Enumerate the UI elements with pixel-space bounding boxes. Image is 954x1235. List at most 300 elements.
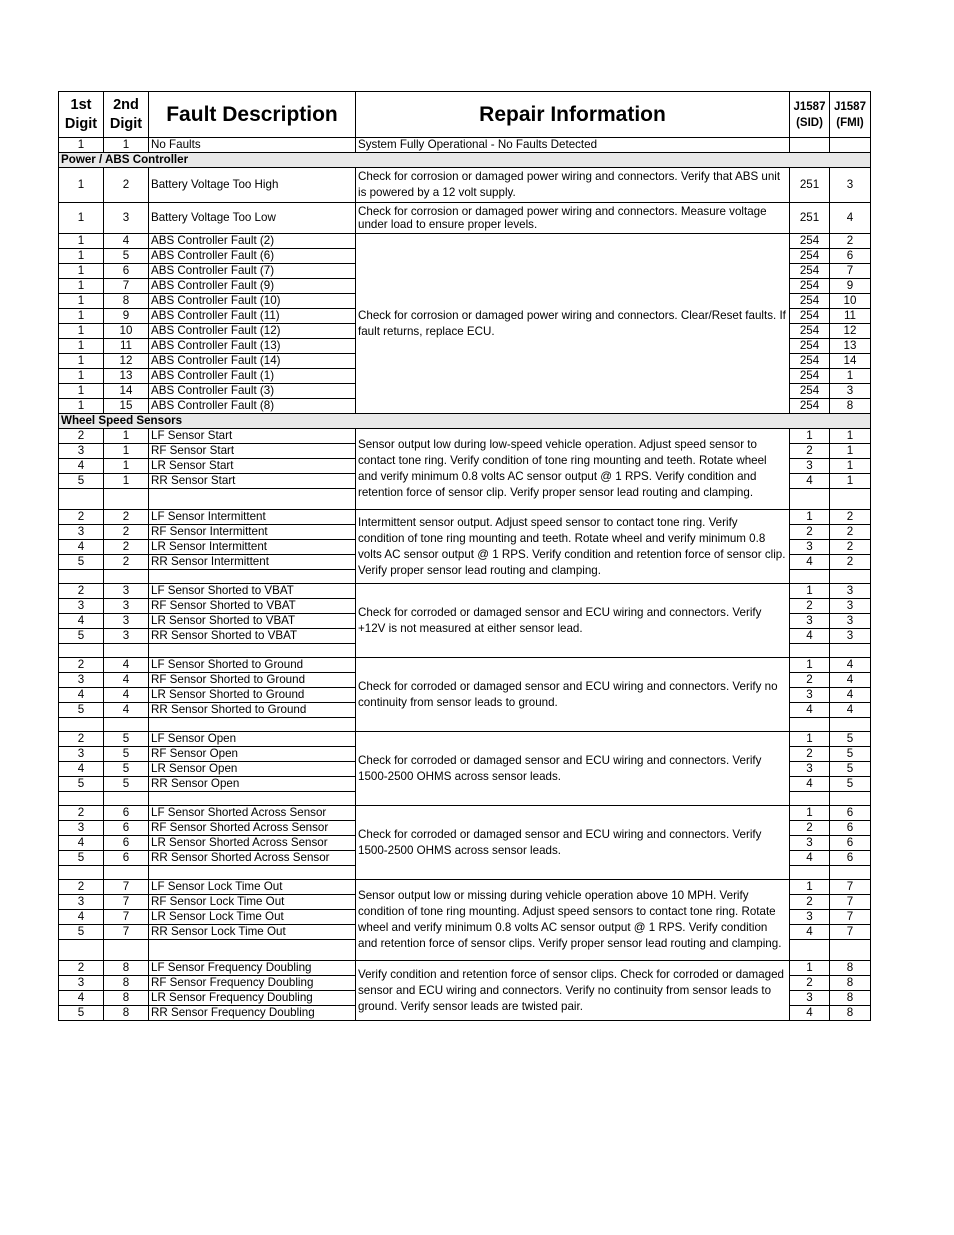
header-fault-description: Fault Description: [149, 92, 356, 138]
fault-description: RR Sensor Shorted Across Sensor: [149, 851, 356, 866]
fault-description: LR Sensor Intermittent: [149, 540, 356, 555]
fault-description: ABS Controller Fault (7): [149, 264, 356, 279]
sid-cell: 2: [790, 976, 830, 991]
second-digit: 5: [104, 747, 149, 762]
fmi-cell: 2: [830, 510, 871, 525]
repair-information: Verify condition and retention force of sensor clips. Check for corroded or damaged sensor and ECU wiring and connectors. Verify no continuity from sensor leads to ground. Verify sensor leads are twisted pair.: [356, 961, 790, 1021]
sid-cell: 4: [790, 777, 830, 792]
fault-description: LF Sensor Open: [149, 732, 356, 747]
fmi-cell: 1: [830, 429, 871, 444]
fmi-cell: 2: [830, 234, 871, 249]
first-digit: 1: [59, 279, 104, 294]
fmi-cell: 6: [830, 249, 871, 264]
section-title-wheel: Wheel Speed Sensors: [59, 414, 871, 429]
second-digit: 6: [104, 851, 149, 866]
second-digit: 3: [104, 599, 149, 614]
first-digit: 2: [59, 658, 104, 673]
sid-cell: 1: [790, 806, 830, 821]
first-digit: 1: [59, 339, 104, 354]
fmi-cell: 3: [830, 629, 871, 644]
second-digit: 2: [104, 510, 149, 525]
fmi-cell: 12: [830, 324, 871, 339]
repair-information: Intermittent sensor output. Adjust speed sensor to contact tone ring. Verify condition of tone ring mounting and teeth. Rotate wheel and verify minimum 0.8 volts AC sensor output @ 1 RPS. Verify condition and retention force of sensor clip. Verify proper sensor lead routing and clamping.: [356, 510, 790, 584]
fmi-cell: 2: [830, 525, 871, 540]
second-digit: 3: [104, 203, 149, 234]
sensor-fault-row: [59, 658, 871, 673]
spacer-cell: [790, 644, 830, 658]
fmi-cell: 7: [830, 880, 871, 895]
fault-description: ABS Controller Fault (12): [149, 324, 356, 339]
fmi-cell: 13: [830, 339, 871, 354]
fmi-cell: 8: [830, 961, 871, 976]
sid-cell: 3: [790, 991, 830, 1006]
spacer-cell: [790, 866, 830, 880]
first-digit: 4: [59, 688, 104, 703]
repair-information: Check for corrosion or damaged power wiring and connectors. Clear/Reset faults. If fault returns, replace ECU.: [356, 234, 790, 414]
spacer-cell: [830, 940, 871, 961]
fault-description: RR Sensor Shorted to Ground: [149, 703, 356, 718]
fmi-cell: 3: [830, 614, 871, 629]
sid-cell: 254: [790, 324, 830, 339]
fault-description: ABS Controller Fault (2): [149, 234, 356, 249]
second-digit: 6: [104, 264, 149, 279]
fmi-cell: 1: [830, 444, 871, 459]
fault-description: Battery Voltage Too Low: [149, 203, 356, 234]
sid-cell: 4: [790, 925, 830, 940]
fault-description: LF Sensor Lock Time Out: [149, 880, 356, 895]
repair-information: Check for corrosion or damaged power wiring and connectors. Verify that ABS unit is powered by a 12 volt supply.: [356, 168, 790, 203]
sid-cell: 3: [790, 540, 830, 555]
fmi-cell: 3: [830, 599, 871, 614]
sid-cell: [790, 138, 830, 153]
second-digit: 3: [104, 629, 149, 644]
spacer-cell: [59, 489, 104, 510]
first-digit: 1: [59, 249, 104, 264]
second-digit: 2: [104, 555, 149, 570]
sid-cell: 1: [790, 880, 830, 895]
fault-description: LF Sensor Start: [149, 429, 356, 444]
second-digit: 9: [104, 309, 149, 324]
sid-cell: 254: [790, 279, 830, 294]
spacer-cell: [149, 866, 356, 880]
first-digit: 1: [59, 309, 104, 324]
first-digit: 1: [59, 168, 104, 203]
first-digit: 3: [59, 444, 104, 459]
sensor-fault-row: [59, 584, 871, 599]
sid-cell: 2: [790, 747, 830, 762]
sid-cell: 2: [790, 525, 830, 540]
first-digit: 1: [59, 138, 104, 153]
fault-description: Battery Voltage Too High: [149, 168, 356, 203]
fmi-cell: 7: [830, 895, 871, 910]
section-row-power: [59, 153, 871, 168]
spacer-cell: [59, 866, 104, 880]
spacer-cell: [104, 866, 149, 880]
repair-information: Check for corroded or damaged sensor and ECU wiring and connectors. Verify 1500-2500 OHMS across sensor leads.: [356, 806, 790, 880]
first-digit: 5: [59, 703, 104, 718]
fmi-cell: 4: [830, 703, 871, 718]
spacer-cell: [149, 489, 356, 510]
sid-cell: 3: [790, 910, 830, 925]
sid-cell: 3: [790, 614, 830, 629]
first-digit: 5: [59, 851, 104, 866]
sid-cell: 254: [790, 369, 830, 384]
sid-cell: 1: [790, 658, 830, 673]
spacer-cell: [830, 489, 871, 510]
sid-cell: 254: [790, 264, 830, 279]
header-1st-digit: 1st Digit: [59, 92, 104, 138]
repair-information: Check for corrosion or damaged power wiring and connectors. Measure voltage under load to ensure proper levels.: [356, 203, 790, 234]
sid-cell: 3: [790, 836, 830, 851]
header-row: [59, 92, 871, 138]
sid-cell: 1: [790, 732, 830, 747]
sid-cell: 251: [790, 203, 830, 234]
spacer-cell: [830, 718, 871, 732]
second-digit: 2: [104, 540, 149, 555]
fault-description: RR Sensor Intermittent: [149, 555, 356, 570]
fault-description: ABS Controller Fault (11): [149, 309, 356, 324]
fault-description: ABS Controller Fault (9): [149, 279, 356, 294]
fault-description: RF Sensor Frequency Doubling: [149, 976, 356, 991]
spacer-cell: [830, 792, 871, 806]
spacer-cell: [830, 570, 871, 584]
sid-cell: 4: [790, 703, 830, 718]
first-digit: 5: [59, 777, 104, 792]
spacer-cell: [149, 644, 356, 658]
sid-cell: 1: [790, 429, 830, 444]
spacer-cell: [59, 718, 104, 732]
fmi-cell: 5: [830, 777, 871, 792]
repair-information: Check for corroded or damaged sensor and ECU wiring and connectors. Verify no continuity from sensor leads to ground.: [356, 658, 790, 732]
sensor-fault-row: [59, 429, 871, 444]
second-digit: 8: [104, 294, 149, 309]
first-digit: 4: [59, 762, 104, 777]
sid-cell: 4: [790, 474, 830, 489]
first-digit: 3: [59, 599, 104, 614]
second-digit: 8: [104, 976, 149, 991]
fault-description: LR Sensor Shorted Across Sensor: [149, 836, 356, 851]
fault-description: LF Sensor Frequency Doubling: [149, 961, 356, 976]
fmi-cell: 1: [830, 474, 871, 489]
fmi-cell: 6: [830, 851, 871, 866]
section-title-power: Power / ABS Controller: [59, 153, 871, 168]
first-digit: 1: [59, 264, 104, 279]
fmi-cell: 5: [830, 732, 871, 747]
header-2nd-digit: 2nd Digit: [104, 92, 149, 138]
fmi-cell: 3: [830, 168, 871, 203]
second-digit: 12: [104, 354, 149, 369]
sensor-fault-row: [59, 732, 871, 747]
fault-description: LR Sensor Frequency Doubling: [149, 991, 356, 1006]
first-digit: 4: [59, 459, 104, 474]
first-digit: 3: [59, 895, 104, 910]
spacer-cell: [59, 792, 104, 806]
fmi-cell: 2: [830, 555, 871, 570]
second-digit: 8: [104, 961, 149, 976]
second-digit: 8: [104, 1006, 149, 1021]
fmi-cell: 8: [830, 1006, 871, 1021]
fault-description: ABS Controller Fault (1): [149, 369, 356, 384]
repair-information: Check for corroded or damaged sensor and ECU wiring and connectors. Verify +12V is not measured at either sensor lead.: [356, 584, 790, 658]
first-digit: 5: [59, 629, 104, 644]
fault-description: RF Sensor Intermittent: [149, 525, 356, 540]
fmi-cell: 8: [830, 991, 871, 1006]
fmi-cell: 6: [830, 836, 871, 851]
fmi-cell: 8: [830, 976, 871, 991]
first-digit: 4: [59, 614, 104, 629]
battery-row: [59, 168, 871, 203]
fmi-cell: 7: [830, 925, 871, 940]
fmi-cell: 5: [830, 747, 871, 762]
first-digit: 1: [59, 234, 104, 249]
fmi-cell: 9: [830, 279, 871, 294]
fmi-cell: 14: [830, 354, 871, 369]
fmi-cell: 4: [830, 658, 871, 673]
sensor-fault-row: [59, 806, 871, 821]
spacer-cell: [149, 792, 356, 806]
fault-code-table: [58, 91, 871, 1021]
second-digit: 1: [104, 444, 149, 459]
fault-code-table-container: [58, 91, 870, 1021]
second-digit: 4: [104, 234, 149, 249]
second-digit: 1: [104, 138, 149, 153]
first-digit: 2: [59, 732, 104, 747]
fault-description: RF Sensor Shorted Across Sensor: [149, 821, 356, 836]
fault-description: LR Sensor Lock Time Out: [149, 910, 356, 925]
spacer-cell: [830, 644, 871, 658]
sid-cell: 2: [790, 673, 830, 688]
second-digit: 7: [104, 895, 149, 910]
sid-cell: 2: [790, 895, 830, 910]
spacer-cell: [149, 940, 356, 961]
fault-description: RF Sensor Shorted to Ground: [149, 673, 356, 688]
spacer-cell: [149, 718, 356, 732]
fault-description: LR Sensor Shorted to VBAT: [149, 614, 356, 629]
fault-description: ABS Controller Fault (3): [149, 384, 356, 399]
fmi-cell: 1: [830, 369, 871, 384]
header-repair-information: Repair Information: [356, 92, 790, 138]
first-digit: 5: [59, 925, 104, 940]
fault-description: No Faults: [149, 138, 356, 153]
spacer-cell: [104, 570, 149, 584]
spacer-cell: [830, 866, 871, 880]
fault-description: RF Sensor Open: [149, 747, 356, 762]
sid-cell: 1: [790, 510, 830, 525]
spacer-cell: [790, 570, 830, 584]
sid-cell: 3: [790, 459, 830, 474]
second-digit: 4: [104, 703, 149, 718]
first-digit: 4: [59, 540, 104, 555]
fmi-cell: 7: [830, 910, 871, 925]
sid-cell: 254: [790, 249, 830, 264]
fmi-cell: 6: [830, 806, 871, 821]
fault-description: LF Sensor Shorted to Ground: [149, 658, 356, 673]
first-digit: 1: [59, 324, 104, 339]
second-digit: 2: [104, 168, 149, 203]
second-digit: 2: [104, 525, 149, 540]
sid-cell: 254: [790, 234, 830, 249]
first-digit: 4: [59, 910, 104, 925]
repair-information: System Fully Operational - No Faults Detected: [356, 138, 790, 153]
second-digit: 4: [104, 688, 149, 703]
controller-fault-row: [59, 234, 871, 249]
no-faults-row: [59, 138, 871, 153]
second-digit: 5: [104, 762, 149, 777]
sensor-fault-row: [59, 510, 871, 525]
sid-cell: 2: [790, 444, 830, 459]
fmi-cell: [830, 138, 871, 153]
header-j1587-fmi: J1587 (FMI): [830, 92, 871, 138]
fault-description: LF Sensor Shorted Across Sensor: [149, 806, 356, 821]
fault-description: ABS Controller Fault (10): [149, 294, 356, 309]
second-digit: 6: [104, 836, 149, 851]
spacer-cell: [149, 570, 356, 584]
sid-cell: 254: [790, 309, 830, 324]
fmi-cell: 2: [830, 540, 871, 555]
sid-cell: 254: [790, 399, 830, 414]
spacer-cell: [104, 489, 149, 510]
first-digit: 1: [59, 294, 104, 309]
second-digit: 1: [104, 474, 149, 489]
fmi-cell: 8: [830, 399, 871, 414]
second-digit: 6: [104, 821, 149, 836]
first-digit: 1: [59, 399, 104, 414]
fmi-cell: 3: [830, 584, 871, 599]
first-digit: 2: [59, 429, 104, 444]
spacer-cell: [790, 940, 830, 961]
sid-cell: 4: [790, 1006, 830, 1021]
sid-cell: 254: [790, 384, 830, 399]
sid-cell: 3: [790, 762, 830, 777]
first-digit: 3: [59, 525, 104, 540]
second-digit: 7: [104, 925, 149, 940]
second-digit: 3: [104, 614, 149, 629]
fault-description: RR Sensor Lock Time Out: [149, 925, 356, 940]
header-j1587-sid: J1587 (SID): [790, 92, 830, 138]
fault-description: RR Sensor Shorted to VBAT: [149, 629, 356, 644]
fmi-cell: 4: [830, 688, 871, 703]
sensor-fault-row: [59, 880, 871, 895]
second-digit: 14: [104, 384, 149, 399]
first-digit: 3: [59, 976, 104, 991]
first-digit: 5: [59, 1006, 104, 1021]
repair-information: Check for corroded or damaged sensor and ECU wiring and connectors. Verify 1500-2500 OHMS across sensor leads.: [356, 732, 790, 806]
fault-description: ABS Controller Fault (14): [149, 354, 356, 369]
spacer-cell: [59, 940, 104, 961]
fault-description: LF Sensor Intermittent: [149, 510, 356, 525]
fmi-cell: 7: [830, 264, 871, 279]
fmi-cell: 11: [830, 309, 871, 324]
first-digit: 2: [59, 510, 104, 525]
first-digit: 3: [59, 821, 104, 836]
first-digit: 1: [59, 369, 104, 384]
fmi-cell: 4: [830, 203, 871, 234]
first-digit: 2: [59, 584, 104, 599]
sid-cell: 2: [790, 821, 830, 836]
spacer-cell: [790, 792, 830, 806]
fault-description: RR Sensor Open: [149, 777, 356, 792]
sid-cell: 4: [790, 851, 830, 866]
sid-cell: 3: [790, 688, 830, 703]
first-digit: 1: [59, 203, 104, 234]
first-digit: 2: [59, 806, 104, 821]
second-digit: 4: [104, 673, 149, 688]
spacer-cell: [104, 644, 149, 658]
repair-information: Sensor output low during low-speed vehicle operation. Adjust speed sensor to contact tone ring. Verify condition of tone ring mounting and teeth. Rotate wheel and verify minimum 0.8 volts AC sensor output @ 1 RPS. Verify condition and retention force of sensor clip. Verify proper sensor lead routing and clamping.: [356, 429, 790, 510]
sid-cell: 251: [790, 168, 830, 203]
fmi-cell: 5: [830, 762, 871, 777]
first-digit: 2: [59, 880, 104, 895]
second-digit: 7: [104, 880, 149, 895]
fault-description: LR Sensor Start: [149, 459, 356, 474]
spacer-cell: [790, 489, 830, 510]
sid-cell: 1: [790, 584, 830, 599]
spacer-cell: [104, 940, 149, 961]
second-digit: 13: [104, 369, 149, 384]
fault-description: ABS Controller Fault (13): [149, 339, 356, 354]
sid-cell: 254: [790, 339, 830, 354]
fault-description: RR Sensor Frequency Doubling: [149, 1006, 356, 1021]
first-digit: 5: [59, 555, 104, 570]
sid-cell: 4: [790, 629, 830, 644]
sid-cell: 4: [790, 555, 830, 570]
battery-row: [59, 203, 871, 234]
first-digit: 3: [59, 747, 104, 762]
sensor-fault-row: [59, 961, 871, 976]
second-digit: 8: [104, 991, 149, 1006]
sid-cell: 1: [790, 961, 830, 976]
second-digit: 1: [104, 459, 149, 474]
fmi-cell: 6: [830, 821, 871, 836]
first-digit: 4: [59, 836, 104, 851]
first-digit: 5: [59, 474, 104, 489]
second-digit: 5: [104, 732, 149, 747]
fault-description: ABS Controller Fault (8): [149, 399, 356, 414]
fault-description: RF Sensor Shorted to VBAT: [149, 599, 356, 614]
second-digit: 7: [104, 279, 149, 294]
second-digit: 6: [104, 806, 149, 821]
fault-code-table-body: [59, 92, 871, 1021]
second-digit: 4: [104, 658, 149, 673]
fault-description: ABS Controller Fault (6): [149, 249, 356, 264]
first-digit: 4: [59, 991, 104, 1006]
fmi-cell: 3: [830, 384, 871, 399]
second-digit: 3: [104, 584, 149, 599]
fmi-cell: 4: [830, 673, 871, 688]
sid-cell: 254: [790, 354, 830, 369]
second-digit: 5: [104, 777, 149, 792]
fault-description: LF Sensor Shorted to VBAT: [149, 584, 356, 599]
section-row-wheel: [59, 414, 871, 429]
spacer-cell: [59, 570, 104, 584]
second-digit: 7: [104, 910, 149, 925]
second-digit: 11: [104, 339, 149, 354]
second-digit: 15: [104, 399, 149, 414]
first-digit: 1: [59, 354, 104, 369]
first-digit: 3: [59, 673, 104, 688]
fmi-cell: 1: [830, 459, 871, 474]
second-digit: 1: [104, 429, 149, 444]
second-digit: 10: [104, 324, 149, 339]
fault-description: RF Sensor Start: [149, 444, 356, 459]
first-digit: 1: [59, 384, 104, 399]
fault-description: RR Sensor Start: [149, 474, 356, 489]
spacer-cell: [104, 718, 149, 732]
second-digit: 5: [104, 249, 149, 264]
fault-description: LR Sensor Shorted to Ground: [149, 688, 356, 703]
sid-cell: 2: [790, 599, 830, 614]
spacer-cell: [59, 644, 104, 658]
